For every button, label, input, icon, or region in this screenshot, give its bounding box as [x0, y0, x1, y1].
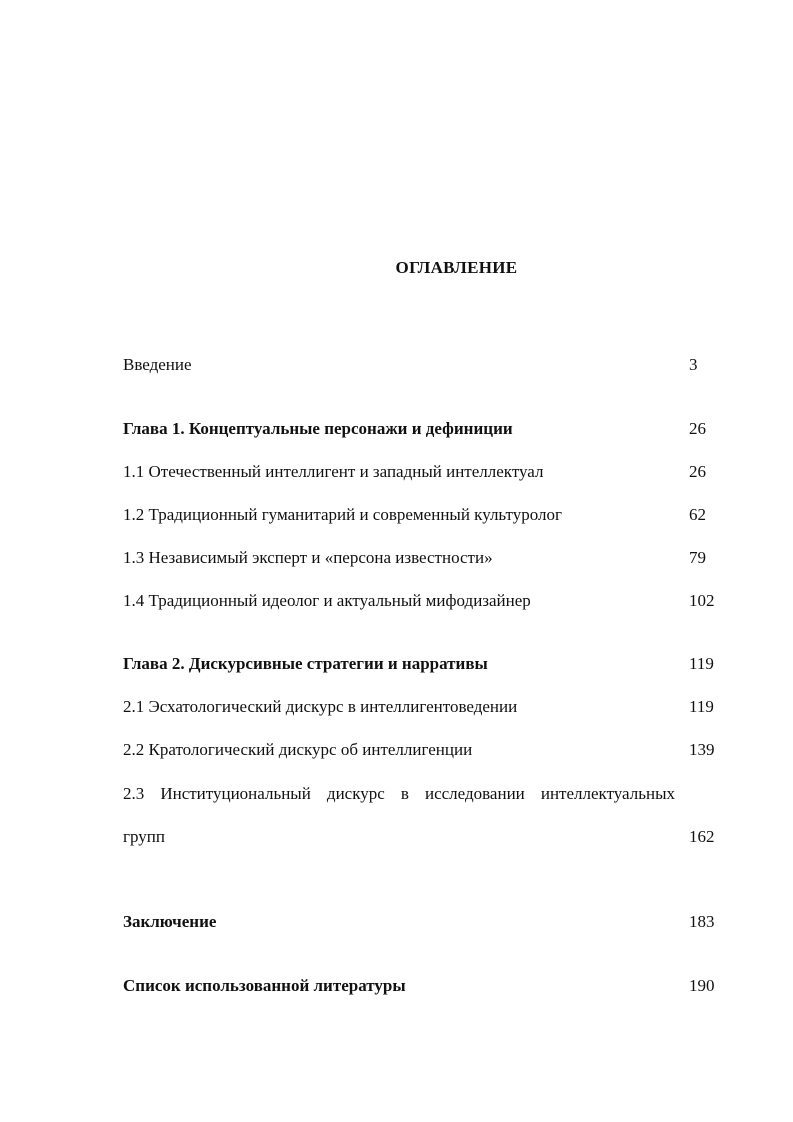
- toc-entry-label: Глава 2. Дискурсивные стратегии и нарративы: [123, 654, 488, 673]
- toc-entry-page: 79: [689, 548, 706, 567]
- toc-entry-label: 1.2 Традиционный гуманитарий и современный культуролог: [123, 505, 562, 524]
- toc-entry-label: Введение: [123, 355, 192, 374]
- toc-entry-label: Заключение: [123, 912, 217, 931]
- toc-entry-label: 1.3 Независимый эксперт и «персона известности»: [123, 548, 493, 567]
- toc-entry-label: Глава 1. Концептуальные персонажи и дефиниции: [123, 419, 513, 438]
- toc-entry-page: 26: [689, 462, 706, 481]
- toc-entry-page: 26: [689, 419, 706, 438]
- toc-entry-page: 62: [689, 505, 706, 524]
- toc-entry-label: 2.2 Кратологический дискурс об интеллигенции: [123, 740, 473, 759]
- toc-entry-2-3-line-1: 2.3 Институциональный дискурс в исследовании интеллектуальных: [123, 784, 675, 803]
- page-title: ОГЛАВЛЕНИЕ: [395, 258, 518, 277]
- toc-entry-label: 1.1 Отечественный интеллигент и западный интеллектуал: [123, 462, 544, 481]
- toc-entry-label: Список использованной литературы: [123, 976, 406, 995]
- toc-entry-page: 183: [689, 912, 715, 931]
- toc-entry-label: 2.1 Эсхатологический дискурс в интеллигентоведении: [123, 697, 518, 716]
- toc-entry-page: 190: [689, 976, 715, 995]
- toc-entry-page: 3: [689, 355, 698, 374]
- toc-entry-label: групп: [123, 827, 165, 846]
- toc-entry-page: 139: [689, 740, 715, 759]
- toc-entry-page: 102: [689, 591, 715, 610]
- toc-entry-label: 1.4 Традиционный идеолог и актуальный мифодизайнер: [123, 591, 531, 610]
- toc-entry-page: 162: [689, 827, 715, 846]
- toc-entry-page: 119: [689, 697, 714, 716]
- toc-entry-page: 119: [689, 654, 714, 673]
